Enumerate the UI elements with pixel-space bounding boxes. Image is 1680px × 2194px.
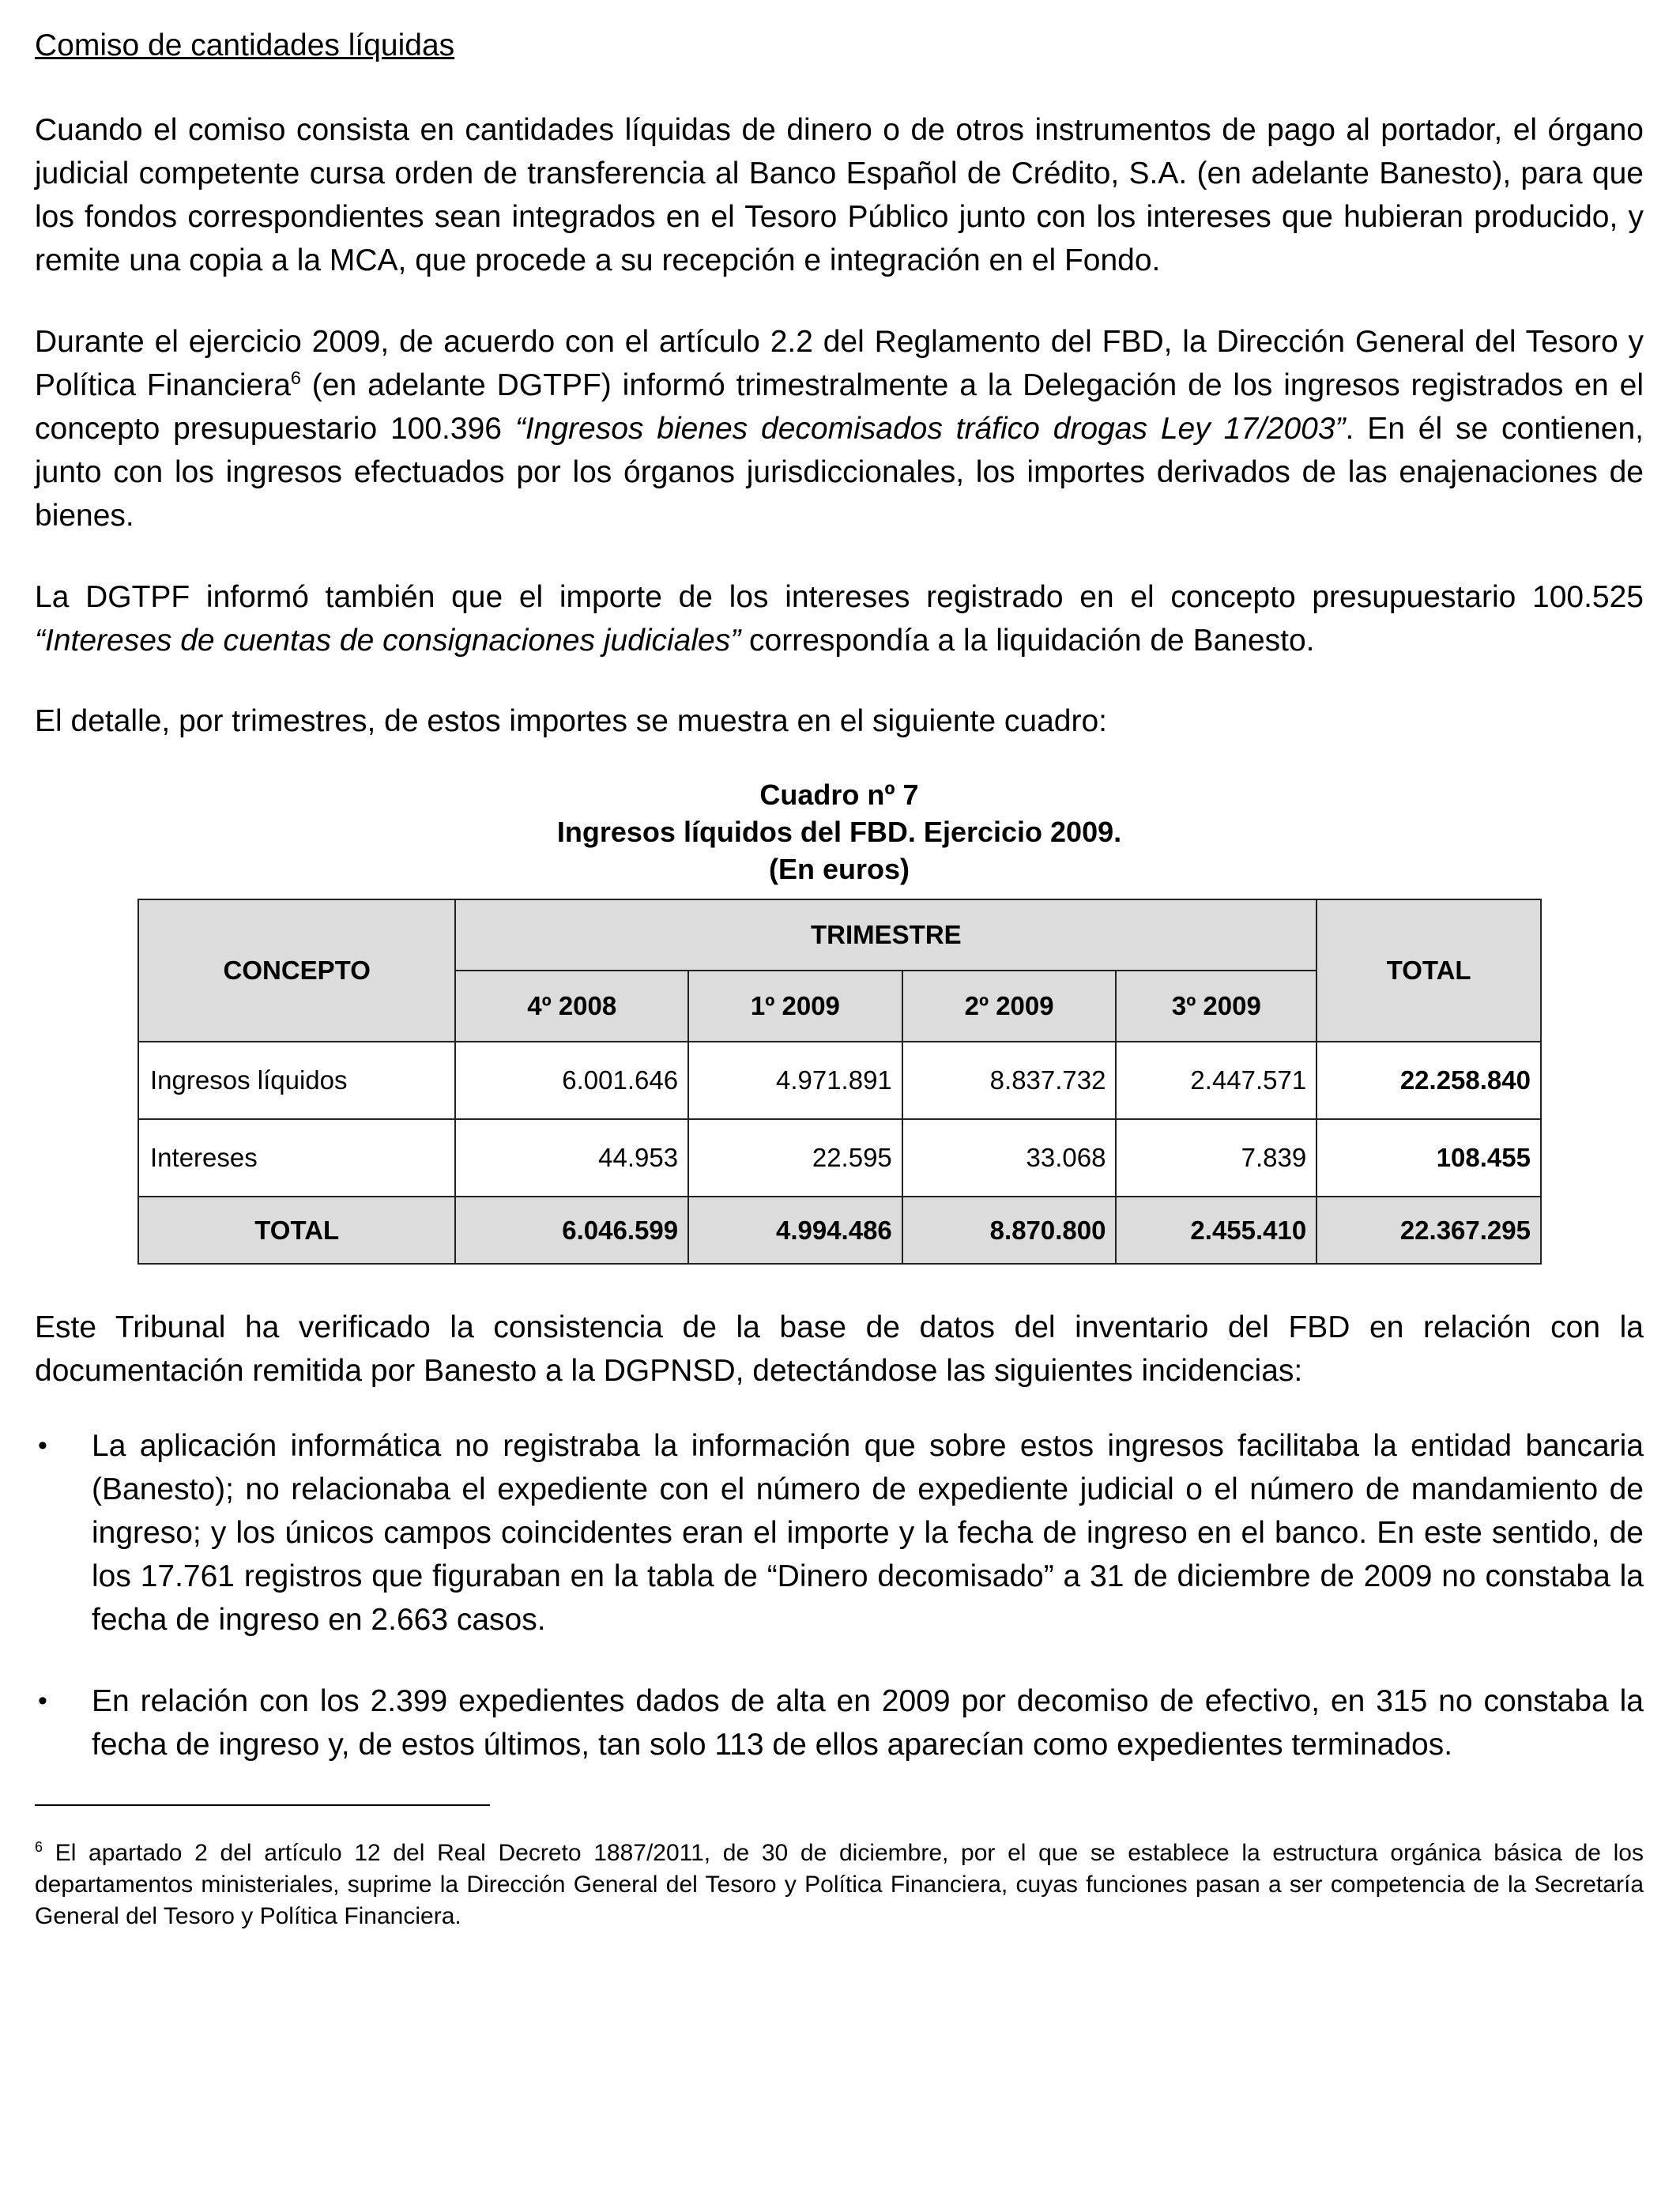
paragraph-3-italic: “Intereses de cuentas de consignaciones judiciales” [35, 624, 741, 658]
row-total-cell: 22.258.840 [1317, 1042, 1541, 1119]
table-row [138, 1119, 1541, 1197]
list-item-text: La aplicación informática no registraba la información que sobre estos ingresos facilitaba la entidad bancaria (Banesto); no relacionaba el expediente con el número de expediente judicial o el número de mandamiento de ingreso; y los únicos campos coincidentes eran el importe y la fecha de ingreso en el banco. En este sentido, de los 17.761 registros que figuraban en la tabla de “Dinero decomisado” a 31 de diciembre de 2009 no constaba la fecha de ingreso en 2.663 casos. [92, 1429, 1644, 1637]
income-table [137, 899, 1542, 1265]
paragraph-2-text-b: (en adelante DGTPF) informó trimestralmente a la Delegación de los ingresos registrados en el concepto presupuestario 100.396 [35, 368, 1644, 446]
footnote-number: 6 [35, 1839, 43, 1855]
table-header-row-1 [138, 899, 1541, 971]
paragraph-2-text-c: . En él se contienen, junto con los ingresos efectuados por los órganos jurisdiccionales, los importes derivados de las enajenaciones de bienes. [35, 412, 1644, 533]
total-cell: 2.455.410 [1116, 1197, 1317, 1264]
table-caption [35, 776, 1644, 888]
grand-total-cell: 22.367.295 [1317, 1197, 1541, 1264]
bullet-icon: • [38, 1431, 47, 1461]
paragraph-3 [35, 575, 1644, 662]
table-caption-number: Cuadro nº 7 [759, 778, 919, 811]
table-cell: 8.837.732 [902, 1042, 1117, 1119]
table-total-row [138, 1197, 1541, 1264]
total-cell: 6.046.599 [455, 1197, 688, 1264]
section-heading: Comiso de cantidades líquidas [35, 28, 455, 62]
table-cell: 44.953 [455, 1119, 688, 1197]
header-trimestre: TRIMESTRE [455, 899, 1317, 971]
incidents-list [35, 1424, 1644, 1766]
header-quarter: 1º 2009 [688, 971, 902, 1042]
total-row-label: TOTAL [138, 1197, 455, 1264]
header-quarter: 3º 2009 [1116, 971, 1317, 1042]
table-cell: 33.068 [902, 1119, 1117, 1197]
list-item [35, 1679, 1644, 1766]
header-total: TOTAL [1317, 899, 1541, 1042]
header-quarter: 4º 2008 [455, 971, 688, 1042]
paragraph-2-italic: “Ingresos bienes decomisados tráfico drogas Ley 17/2003” [514, 412, 1346, 446]
row-label: Ingresos líquidos [138, 1042, 455, 1119]
footnote-ref: 6 [290, 368, 301, 388]
header-quarter: 2º 2009 [902, 971, 1117, 1042]
header-concepto: CONCEPTO [138, 899, 455, 1042]
row-total-cell: 108.455 [1317, 1119, 1541, 1197]
paragraph-5: Este Tribunal ha verificado la consistencia de la base de datos del inventario del FBD en relación con la documentación remitida por Banesto a la DGPNSD, detectándose las siguientes incidencias: [35, 1310, 1644, 1388]
table-cell: 22.595 [688, 1119, 902, 1197]
table-row [138, 1042, 1541, 1119]
table-cell: 4.971.891 [688, 1042, 902, 1119]
paragraph-2-text-a: Durante el ejercicio 2009, de acuerdo con el artículo 2.2 del Reglamento del FBD, la Dirección General del Tesoro y Política Financiera [35, 325, 1644, 402]
table-cell: 7.839 [1116, 1119, 1317, 1197]
footnote-text: El apartado 2 del artículo 12 del Real Decreto 1887/2011, de 30 de diciembre, por el que se establece la estructura orgánica básica de los departamentos ministeriales, suprime la Dirección General del Tesoro y Política Financiera, cuyas funciones pasan a ser competencia de la Secretaría General del Tesoro y Política Financiera. [35, 1840, 1644, 1929]
paragraph-1: Cuando el comiso consista en cantidades líquidas de dinero o de otros instrumentos de pago al portador, el órgano judicial competente cursa orden de transferencia al Banco Español de Crédito, S.A. (en adelante Banesto), para que los fondos correspondientes sean integrados en el Tesoro Público junto con los intereses que hubieran producido, y remite una copia a la MCA, que procede a su recepción e integración en el Fondo. [35, 113, 1644, 277]
table-cell: 6.001.646 [455, 1042, 688, 1119]
footnote-separator [35, 1804, 490, 1806]
table-caption-units: (En euros) [768, 853, 910, 885]
bullet-icon: • [38, 1686, 47, 1716]
footnote [35, 1838, 1644, 1932]
list-item-text: En relación con los 2.399 expedientes dados de alta en 2009 por decomiso de efectivo, en 315 no constaba la fecha de ingreso y, de estos últimos, tan solo 113 de ellos aparecían como expedientes terminados. [92, 1684, 1644, 1762]
total-cell: 8.870.800 [902, 1197, 1117, 1264]
paragraph-4: El detalle, por trimestres, de estos importes se muestra en el siguiente cuadro: [35, 704, 1107, 738]
row-label: Intereses [138, 1119, 455, 1197]
table-caption-title: Ingresos líquidos del FBD. Ejercicio 2009. [556, 816, 1122, 848]
document-page [35, 16, 1644, 1932]
list-item [35, 1424, 1644, 1642]
total-cell: 4.994.486 [688, 1197, 902, 1264]
paragraph-3-text-a: La DGTPF informó también que el importe de los intereses registrado en el concepto presupuestario 100.525 [35, 580, 1644, 614]
paragraph-3-text-b: correspondía a la liquidación de Banesto. [740, 624, 1315, 658]
table-cell: 2.447.571 [1116, 1042, 1317, 1119]
paragraph-2 [35, 320, 1644, 537]
